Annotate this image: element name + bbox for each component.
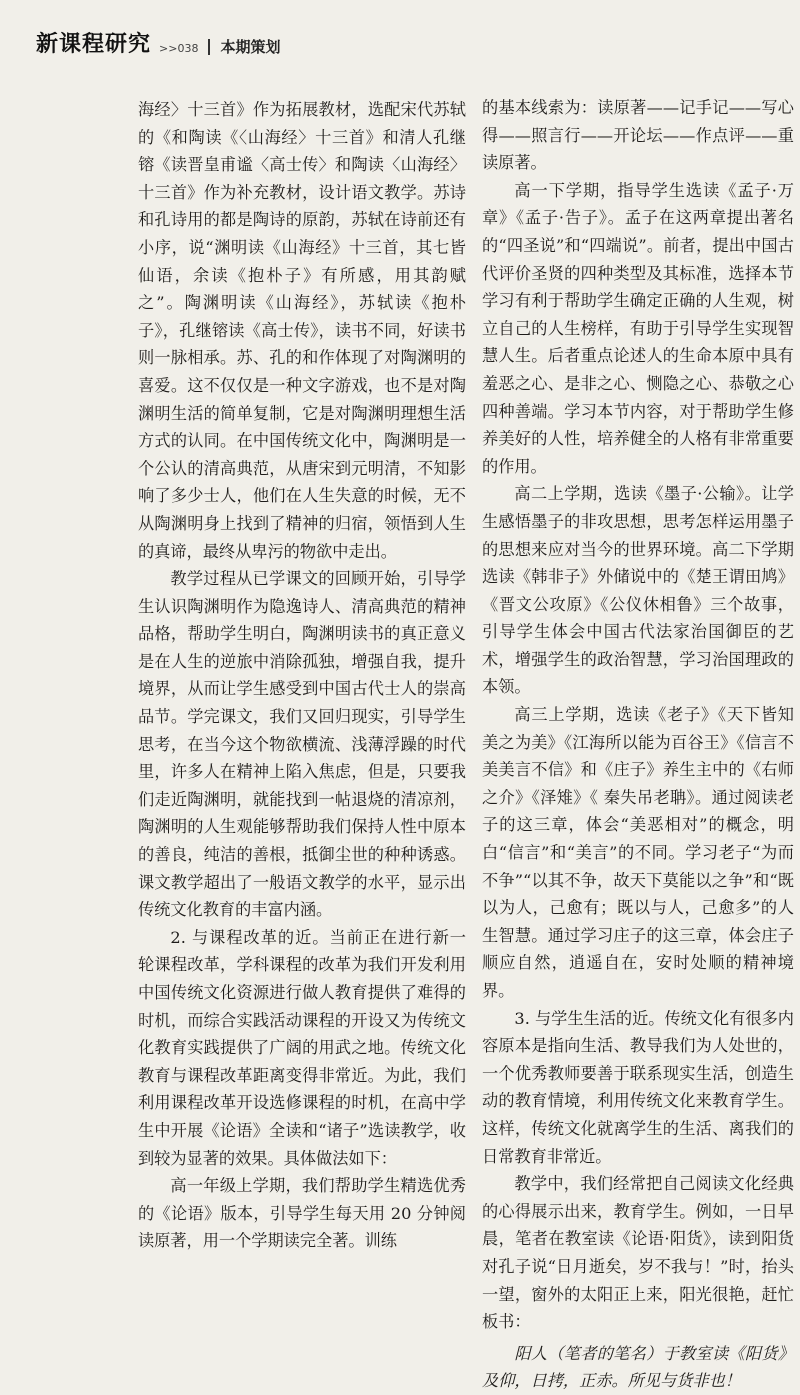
paragraph: 高一年级上学期，我们帮助学生精选优秀的《论语》版本，引导学生每天用 20 分钟阅读原著，用一个学期读完全著。训练 xyxy=(138,1176,466,1251)
paragraph: 高一下学期，指导学生选读《孟子·万章》《孟子·告子》。孟子在这两章提出著名的“四圣说”和“四端说”。前者，提出中国古代评价圣贤的四种类型及其标准，选择本节学习有利于帮助学生确定正确的人生观，树立自己的人生榜样，有助于引导学生实现智慧人生。后者重点论述人的生命本原中具有羞恶之心、是非之心、恻隐之心、恭敬之心四种善端。学习本节内容，对于帮助学生修养美好的人性，培养健全的人格有非常重要的作用。 xyxy=(482,180,794,476)
header-divider xyxy=(208,39,210,55)
magazine-title: 新课程研究 xyxy=(36,32,152,57)
page-number: >>038 xyxy=(159,42,199,55)
paragraph: 3. 与学生生活的近。传统文化有很多内容原本是指向生活、教导我们为人处世的，一个优秀教师要善于联系现实生活，创造生动的教育情境，利用传统文化来教育学生。这样，传统文化就离学生的生活、离我们的日常教育非常近。 xyxy=(482,1008,794,1166)
paragraph: 海经〉十三首》作为拓展教材，选配宋代苏轼的《和陶读《〈山海经〉十三首》和清人孔继镕《读晋皇甫谧〈高士传〉和陶读〈山海经〉十三首》作为补充教材，设计语文教学。苏诗和孔诗用的都是陶诗的原韵，苏轼在诗前还有小序，说“渊明读《山海经》十三首，其七皆仙语，余读《抱朴子》有所感，用其韵赋之”。陶渊明读《山海经》，苏轼读《抱朴子》，孔继镕读《高士传》，读书不同，好读书则一脉相承。苏、孔的和作体现了对陶渊明的喜爱。这不仅仅是一种文字游戏，也不是对陶渊明生活的简单复制，它是对陶渊明理想生活方式的认同。在中国传统文化中，陶渊明是一个公认的清高典范，从唐宋到元明清，不知影响了多少士人，他们在人生失意的时候，无不从陶渊明身上找到了精神的归宿，领悟到人生的真谛，最终从卑污的物欲中走出。 xyxy=(138,100,466,561)
page-header xyxy=(36,30,776,58)
paragraph: 2. 与课程改革的近。当前正在进行新一轮课程改革，学科课程的改革为我们开发利用中国传统文化资源进行做人教育提供了难得的时机，而综合实践活动课程的开设又为传统文化教育实践提供了广阔的用武之地。传统文化教育与课程改革距离变得非常近。为此，我们利用课程改革开设选修课程的时机，在高中学生中开展《论语》全读和“诸子”选读教学，收到较为显著的效果。具体做法如下： xyxy=(138,927,466,1168)
paragraph: 高二上学期，选读《墨子·公输》。让学生感悟墨子的非攻思想，思考怎样运用墨子的思想来应对当今的世界环境。高二下学期选读《韩非子》外储说中的《楚王谓田鸠》《晋文公攻原》《公仪休相鲁》三个故事，引导学生体会中国古代法家治国御臣的艺术，增强学生的政治智慧，学习治国理政的本领。 xyxy=(482,484,794,697)
paragraph: 的基本线索为：读原著——记手记——写心得——照言行——开论坛——作点评——重读原著。 xyxy=(482,98,794,173)
paragraph: 教学中，我们经常把自己阅读文化经典的心得展示出来，教育学生。例如，一日早晨，笔者在教室读《论语·阳货》，读到阳货对孔子说“日月逝矣，岁不我与！”时，抬头一望，窗外的太阳正上来，阳光很艳，赶忙板书： xyxy=(482,1174,794,1332)
left-column xyxy=(138,96,466,1255)
paragraph: 高三上学期，选读《老子》《天下皆知美之为美》《江海所以能为百谷王》《信言不美美言不信》和《庄子》养生主中的《右师之介》《泽雉》《 秦失吊老聃》。通过阅读老子的这三章，体会“美恶相对”的概念，明白“信言”和“美言”的不同。学习老子“为而不争”“以其不争，故天下莫能以之争”和“既以为人，己愈有；既以与人，己愈多”的人生智慧。通过学习庄子的这三章，体会庄子顺应自然，逍遥自在，安时处顺的精神境界。 xyxy=(482,705,794,1000)
blackboard-quote: 阳人（笔者的笔名）于教室读《阳货》及仰，日拷，正赤。所见与货非也！ xyxy=(482,1343,794,1391)
right-column xyxy=(482,94,794,1395)
section-title: 本期策划 xyxy=(220,38,281,56)
paragraph: 教学过程从已学课文的回顾开始，引导学生认识陶渊明作为隐逸诗人、清高典范的精神品格，帮助学生明白，陶渊明读书的真正意义是在人生的逆旅中消除孤独，增强自我，提升境界，从而让学生感受到中国古代士人的崇高品节。学完课文，我们又回归现实，引导学生思考，在当今这个物欲横流、浅薄浮躁的时代里，许多人在精神上陷入焦虑，但是，只要我们走近陶渊明，就能找到一帖退烧的清凉剂，陶渊明的人生观能够帮助我们保持人性中原本的善良，纯洁的善根，抵御尘世的种种诱惑。课文教学超出了一般语文教学的水平，显示出传统文化教育的丰富内涵。 xyxy=(138,569,466,920)
